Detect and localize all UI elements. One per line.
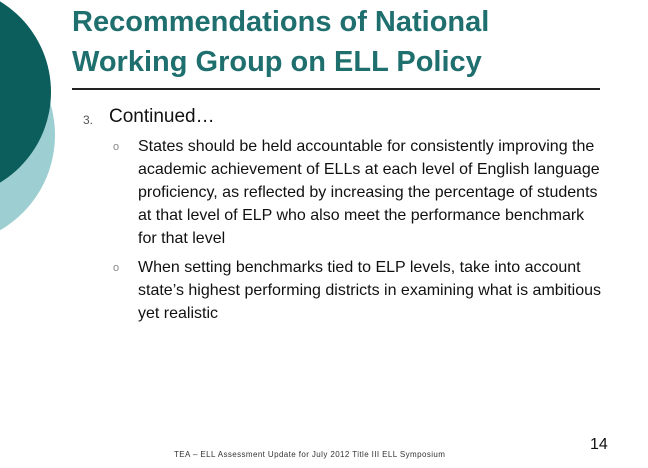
list-heading: Continued… bbox=[109, 106, 215, 127]
title-divider bbox=[72, 88, 600, 90]
decorative-circles-graphic bbox=[0, 0, 70, 250]
page-number: 14 bbox=[590, 436, 608, 453]
footer-text: TEA – ELL Assessment Update for July 2012 Title III ELL Symposium bbox=[174, 450, 446, 459]
bullet-text: States should be held accountable for consistently improving the academic achievement of ELLs at each level of English language proficiency, as reflected by increasing the percentage of students at that level of ELP who also meet the performance benchmark for that level bbox=[138, 138, 600, 247]
bullet-item bbox=[113, 256, 603, 325]
list-number: 3. bbox=[83, 113, 94, 127]
slide-title: Recommendations of National Working Group on ELL Policy bbox=[72, 6, 490, 78]
bullet-marker: o bbox=[113, 262, 120, 274]
bullet-marker: o bbox=[113, 141, 120, 153]
bullet-item bbox=[113, 135, 603, 250]
bullet-text: When setting benchmarks tied to ELP levels, take into account state’s highest performing districts in examining what is ambitious yet realistic bbox=[138, 259, 602, 322]
